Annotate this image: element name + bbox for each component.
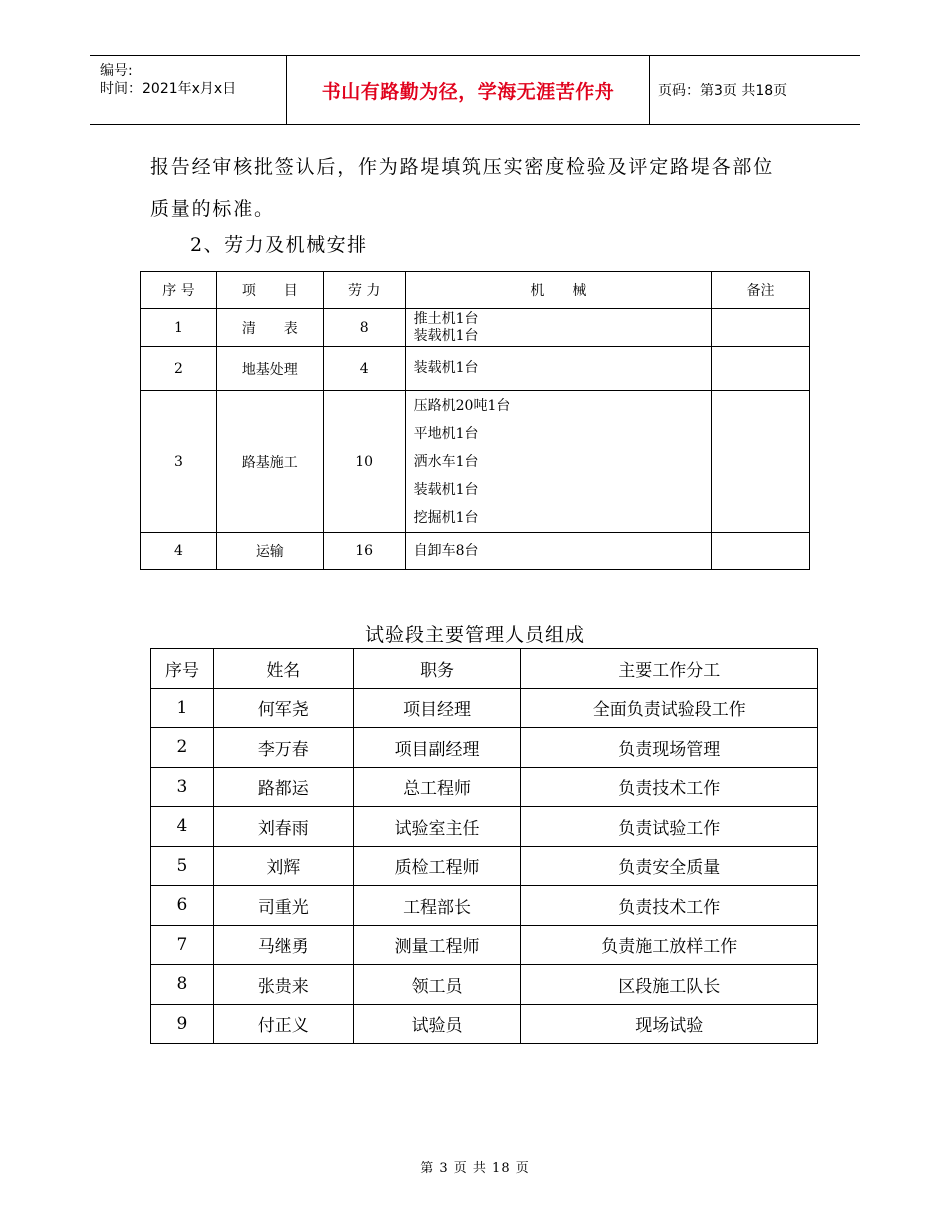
row-labor: 10	[323, 391, 405, 533]
row-labor: 4	[323, 347, 405, 391]
row-duty: 全面负责试验段工作	[521, 688, 818, 728]
header-page-info: 页码：第3页 共18页	[658, 83, 788, 99]
table-row	[151, 807, 818, 847]
machine-item: 装载机1台	[413, 327, 479, 344]
row-no: 6	[151, 886, 214, 926]
row-name: 马继勇	[213, 925, 353, 965]
row-name: 路都运	[213, 767, 353, 807]
header-cell-duty: 主要工作分工	[521, 649, 818, 689]
header-cell-no: 序 号	[141, 272, 217, 309]
header-cell-no: 序号	[151, 649, 214, 689]
row-position: 总工程师	[353, 767, 521, 807]
header-motto: 书山有路勤为径，学海无涯苦作舟	[286, 56, 650, 124]
body-paragraph-line1: 报告经审核批签认后，作为路堤填筑压实密度检验及评定路堤各部位	[150, 156, 775, 178]
table-row	[151, 1004, 818, 1044]
row-labor: 8	[323, 309, 405, 347]
row-position: 工程部长	[353, 886, 521, 926]
row-no: 9	[151, 1004, 214, 1044]
header-cell-machinery: 机 械	[405, 272, 712, 309]
row-position: 项目副经理	[353, 728, 521, 768]
row-item: 路基施工	[216, 391, 323, 533]
table-header-row	[151, 649, 818, 689]
staff-table-caption: 试验段主要管理人员组成	[364, 624, 585, 646]
table-row	[151, 925, 818, 965]
row-machinery	[405, 309, 712, 347]
row-no: 7	[151, 925, 214, 965]
table-row	[141, 533, 810, 570]
table-row	[141, 347, 810, 391]
row-remark	[712, 347, 810, 391]
table-row	[151, 965, 818, 1005]
row-no: 4	[151, 807, 214, 847]
machine-item: 推土机1台	[413, 310, 479, 327]
page-header	[90, 55, 860, 125]
machine-item: 平地机1台	[413, 425, 479, 442]
page-footer: 第 3 页 共 18 页	[420, 1161, 530, 1176]
table-row	[151, 728, 818, 768]
machine-item: 挖掘机1台	[413, 509, 479, 526]
header-cell-position: 职务	[353, 649, 521, 689]
row-no: 2	[151, 728, 214, 768]
row-duty: 负责技术工作	[521, 767, 818, 807]
row-name: 刘春雨	[213, 807, 353, 847]
row-no: 4	[141, 533, 217, 570]
machine-item: 自卸车8台	[413, 542, 479, 559]
row-no: 8	[151, 965, 214, 1005]
row-duty: 负责技术工作	[521, 886, 818, 926]
machine-item: 洒水车1台	[413, 453, 479, 470]
row-remark	[712, 309, 810, 347]
row-item: 地基处理	[216, 347, 323, 391]
staff-table	[150, 648, 818, 1044]
row-name: 李万春	[213, 728, 353, 768]
row-position: 测量工程师	[353, 925, 521, 965]
row-duty: 负责施工放样工作	[521, 925, 818, 965]
table-header-row	[141, 272, 810, 309]
body-paragraph-line2: 质量的标准。	[150, 198, 275, 220]
row-name: 张贵来	[213, 965, 353, 1005]
row-name: 何军尧	[213, 688, 353, 728]
row-name: 付正义	[213, 1004, 353, 1044]
labor-machinery-table	[140, 271, 810, 570]
row-no: 3	[141, 391, 217, 533]
table-row	[151, 886, 818, 926]
row-position: 质检工程师	[353, 846, 521, 886]
row-duty: 负责试验工作	[521, 807, 818, 847]
row-machinery	[405, 347, 712, 391]
row-item: 清 表	[216, 309, 323, 347]
row-remark	[712, 533, 810, 570]
row-position: 领工员	[353, 965, 521, 1005]
table-row	[151, 846, 818, 886]
row-no: 1	[141, 309, 217, 347]
row-duty: 负责现场管理	[521, 728, 818, 768]
section-heading: 2、劳力及机械安排	[190, 234, 368, 256]
row-position: 试验室主任	[353, 807, 521, 847]
row-duty: 区段施工队长	[521, 965, 818, 1005]
table-row	[141, 391, 810, 533]
row-no: 1	[151, 688, 214, 728]
row-machinery	[405, 533, 712, 570]
table-row	[141, 309, 810, 347]
row-position: 项目经理	[353, 688, 521, 728]
row-no: 5	[151, 846, 214, 886]
row-no: 2	[141, 347, 217, 391]
document-date: 时间：2021年x月x日	[100, 81, 237, 97]
document-number-label: 编号:	[100, 63, 133, 79]
table-row	[151, 688, 818, 728]
header-cell-name: 姓名	[213, 649, 353, 689]
row-no: 3	[151, 767, 214, 807]
row-item: 运输	[216, 533, 323, 570]
machine-item: 压路机20吨1台	[413, 397, 511, 414]
row-duty: 现场试验	[521, 1004, 818, 1044]
header-cell-remark: 备注	[712, 272, 810, 309]
header-cell-labor: 劳 力	[323, 272, 405, 309]
row-name: 刘辉	[213, 846, 353, 886]
machine-item: 装载机1台	[413, 360, 479, 376]
header-cell-item: 项 目	[216, 272, 323, 309]
header-meta	[90, 56, 286, 124]
row-remark	[712, 391, 810, 533]
row-name: 司重光	[213, 886, 353, 926]
row-position: 试验员	[353, 1004, 521, 1044]
machine-item: 装载机1台	[413, 481, 479, 498]
table-row	[151, 767, 818, 807]
row-labor: 16	[323, 533, 405, 570]
row-duty: 负责安全质量	[521, 846, 818, 886]
row-machinery	[405, 391, 712, 533]
